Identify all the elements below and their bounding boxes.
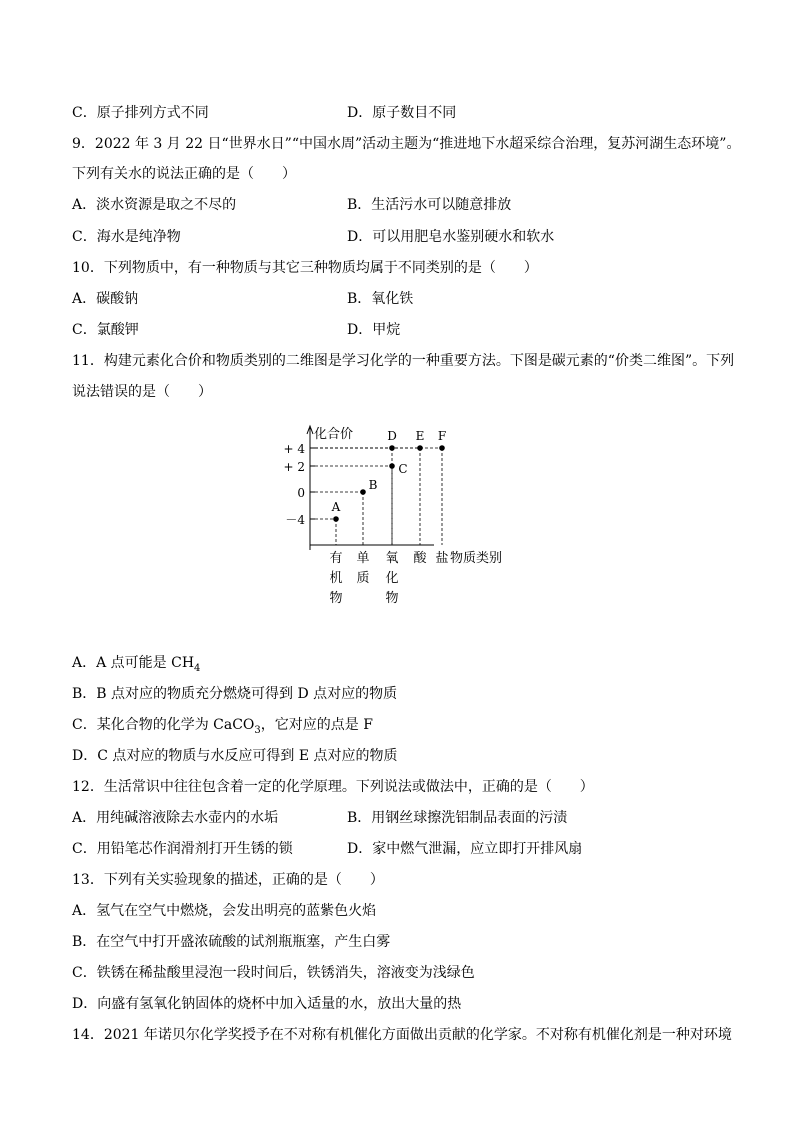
q9-stem-line2: 下列有关水的说法正确的是（ ） [72, 166, 296, 182]
q11-option-c-text-end: ，它对应的点是 F [260, 717, 373, 733]
x-category-label: 氧 [385, 551, 399, 566]
point-e [417, 445, 423, 451]
q9-option-c: C．海水是纯净物 [72, 229, 181, 245]
point-label-a: A [331, 500, 341, 514]
point-f [439, 445, 445, 451]
q11-option-a-text: A．A 点可能是 CH [72, 655, 195, 671]
q12-option-c: C．用铅笔芯作润滑剂打开生锈的锁 [72, 841, 293, 857]
q14-stem-line1: 14．2021 年诺贝尔化学奖授予在不对称有机催化方面做出贡献的化学家。不对称有机催化剂是一种对环境 [72, 1027, 732, 1043]
q10-option-c: C．氯酸钾 [72, 322, 139, 338]
q11-option-d: D．C 点对应的物质与水反应可得到 E 点对应的物质 [72, 748, 398, 764]
x-category-label: 化 [385, 571, 399, 586]
q13-stem: 13．下列有关实验现象的描述，正确的是（ ） [72, 872, 384, 888]
q11-option-b: B．B 点对应的物质充分燃烧可得到 D 点对应的物质 [72, 686, 398, 702]
q12-option-a: A．用纯碱溶液除去水壶内的水垢 [72, 810, 279, 826]
q13-option-a: A．氢气在空气中燃烧，会发出明亮的蓝紫色火焰 [72, 903, 377, 919]
q8-option-d: D．原子数目不同 [347, 105, 457, 121]
point-d [389, 445, 395, 451]
q9-option-b: B．生活污水可以随意排放 [347, 197, 512, 213]
q9-option-a: A．淡水资源是取之不尽的 [72, 197, 237, 213]
x-category-label: 单 [356, 551, 370, 566]
q9-stem-line1: 9．2022 年 3 月 22 日“世界水日”“中国水周”活动主题为“推进地下水超采综合治理，复苏河湖生态环境”。 [72, 136, 741, 152]
point-b [360, 489, 366, 495]
point-label-c: C [398, 462, 408, 476]
y-tick-label: 0 [297, 486, 305, 500]
q10-stem: 10．下列物质中，有一种物质与其它三种物质均属于不同类别的是（ ） [72, 260, 538, 276]
q13-option-c: C．铁锈在稀盐酸里浸泡一段时间后，铁锈消失，溶液变为浅绿色 [72, 965, 475, 981]
q9-option-d: D．可以用肥皂水鉴别硬水和软水 [347, 229, 555, 245]
point-a [333, 516, 339, 522]
point-label-d: D [387, 429, 397, 443]
q12-option-b: B．用钢丝球擦洗铝制品表面的污渍 [347, 810, 568, 826]
x-category-label: 有 [329, 551, 343, 566]
point-c [389, 463, 395, 469]
y-tick-label: + 2 [283, 460, 305, 474]
x-category-label: 物 [329, 591, 343, 606]
q10-option-a: A．碳酸钠 [72, 291, 139, 307]
q11-option-a-subscript: 4 [194, 662, 201, 674]
x-axis-label: 物质类别 [450, 551, 503, 566]
x-category-label: 盐 [435, 551, 449, 566]
valence-category-diagram [280, 422, 520, 612]
q11-stem-line2: 说法错误的是（ ） [72, 384, 212, 400]
x-category-label: 机 [329, 571, 343, 586]
q11-stem-line1: 11．构建元素化合价和物质类别的二维图是学习化学的一种重要方法。下图是碳元素的“价类二维图”。下列 [72, 353, 735, 369]
q11-option-c-text: C．某化合物的化学为 CaCO [72, 717, 255, 733]
y-axis-label: 化合价 [314, 427, 354, 442]
q13-option-b: B．在空气中打开盛浓硫酸的试剂瓶瓶塞，产生白雾 [72, 934, 391, 950]
q12-stem: 12．生活常识中往往包含着一定的化学原理。下列说法或做法中，正确的是（ ） [72, 779, 594, 795]
q11-option-c-subscript: 3 [254, 724, 261, 736]
y-tick-label: + 4 [283, 442, 305, 456]
point-label-f: F [437, 429, 447, 443]
y-tick-label: －4 [285, 513, 305, 527]
q10-option-b: B．氧化铁 [347, 291, 414, 307]
point-label-e: E [415, 429, 425, 443]
q8-option-c: C．原子排列方式不同 [72, 105, 209, 121]
x-category-label: 酸 [413, 551, 427, 566]
x-category-label: 物 [385, 591, 399, 606]
x-category-label: 质 [356, 571, 370, 586]
q10-option-d: D．甲烷 [347, 322, 401, 338]
q11-option-a [72, 653, 200, 679]
q13-option-d: D．向盛有氢氧化钠固体的烧杯中加入适量的水，放出大量的热 [72, 996, 462, 1012]
point-label-b: B [368, 478, 378, 492]
q12-option-d: D．家中燃气泄漏，应立即打开排风扇 [347, 841, 583, 857]
q11-option-c [72, 715, 373, 741]
